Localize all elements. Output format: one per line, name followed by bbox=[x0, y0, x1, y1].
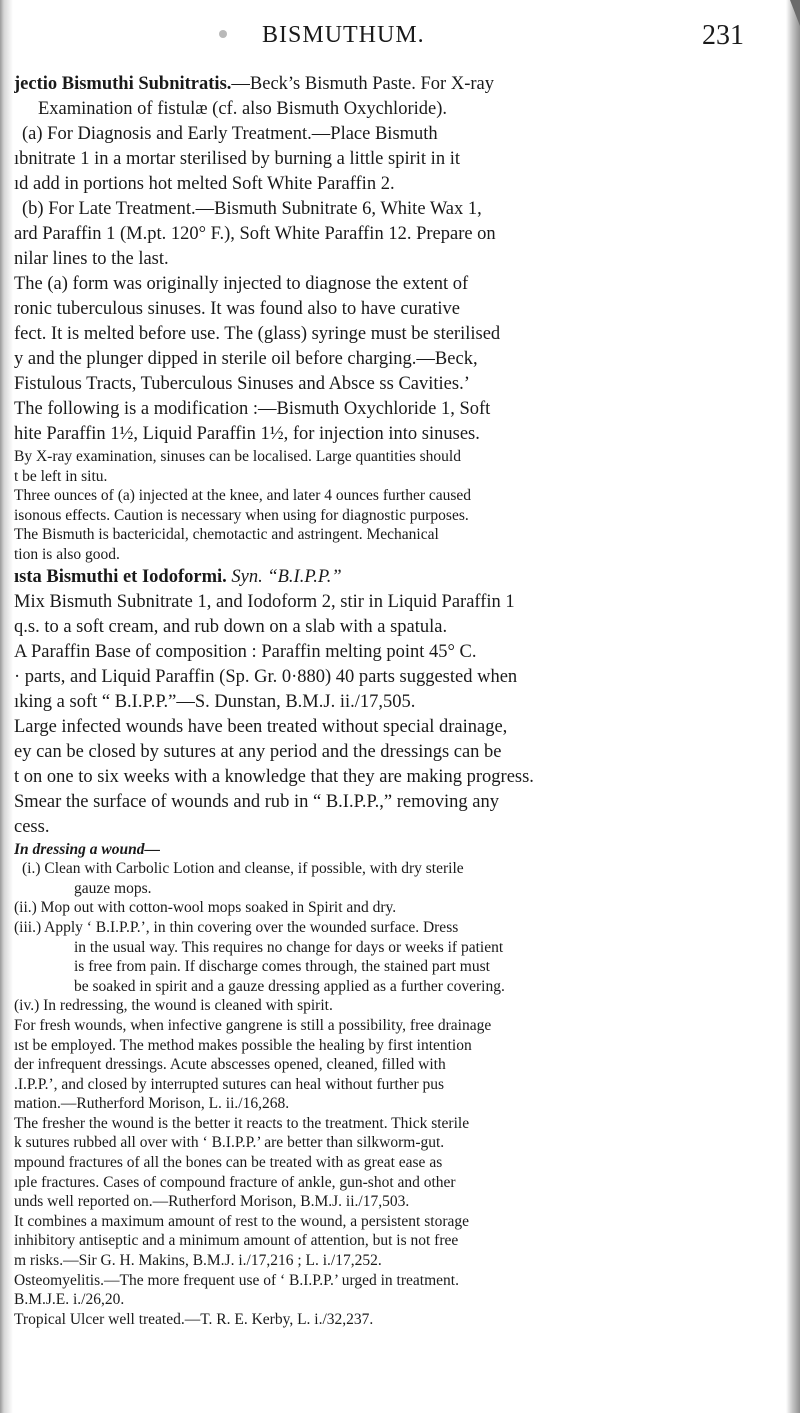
note-line: m risks.—Sir G. H. Makins, B.M.J. i./17,216 ; L. i./17,252. bbox=[14, 1252, 382, 1270]
page-binding-shadow bbox=[0, 0, 14, 1413]
note-line: in the usual way. This requires no change for days or weeks if patient bbox=[74, 938, 504, 956]
note-line: unds well reported on.—Rutherford Morison, B.M.J. ii./17,503. bbox=[14, 1193, 410, 1211]
note-line: k sutures rubbed all over with ‘ B.I.P.P.’ are better than silkworm-gut. bbox=[14, 1134, 445, 1152]
text-line: t on one to six weeks with a knowledge that they are making progress. bbox=[14, 766, 534, 787]
note-line: By X-ray examination, sinuses can be localised. Large quantities should bbox=[14, 448, 461, 465]
text-line: (b) For Late Treatment.—Bismuth Subnitrate 6, White Wax 1, bbox=[22, 199, 482, 219]
note-line: isonous effects. Caution is necessary when using for diagnostic purposes. bbox=[14, 506, 469, 524]
note-line: The fresher the wound is the better it reacts to the treatment. Thick sterile bbox=[14, 1114, 470, 1132]
text-line: Large infected wounds have been treated without special drainage, bbox=[14, 716, 508, 737]
text-line: The following is a modification :—Bismuth Oxychloride 1, Soft bbox=[14, 399, 491, 419]
text-line: y and the plunger dipped in sterile oil before charging.—Beck, bbox=[14, 349, 478, 369]
note-line: Three ounces of (a) injected at the knee, and later 4 ounces further caused bbox=[14, 487, 472, 505]
text-line: The (a) form was originally injected to diagnose the extent of bbox=[14, 274, 469, 294]
text-line: fect. It is melted before use. The (glass) syringe must be sterilised bbox=[14, 324, 501, 344]
text-line: ey can be closed by sutures at any period and the dressings can be bbox=[14, 741, 502, 762]
text-line: hite Paraffin 1½, Liquid Paraffin 1½, for injection into sinuses. bbox=[14, 424, 480, 444]
text-line: Smear the surface of wounds and rub in “ B.I.P.P.,” removing any bbox=[14, 791, 500, 812]
entry-heading: ısta Bismuthi et Iodoformi. bbox=[14, 566, 227, 587]
note-line: be soaked in spirit and a gauze dressing applied as a further covering. bbox=[74, 977, 505, 995]
text-line bbox=[14, 72, 774, 97]
entry-heading: jectio Bismuthi Subnitratis. bbox=[14, 74, 232, 94]
text-line: A Paraffin Base of composition : Paraffin melting point 45° C. bbox=[14, 641, 477, 662]
text-line: ıd add in portions hot melted Soft White Paraffin 2. bbox=[14, 174, 395, 194]
text-line: ıking a soft “ B.I.P.P.”—S. Dunstan, B.M.J. ii./17,505. bbox=[14, 691, 416, 712]
text-line: Mix Bismuth Subnitrate 1, and Iodoform 2, stir in Liquid Paraffin 1 bbox=[14, 591, 515, 612]
page-number: 231 bbox=[702, 20, 744, 51]
note-line: t be left in situ. bbox=[14, 467, 108, 485]
note-line: der infrequent dressings. Acute abscesses opened, cleaned, filled with bbox=[14, 1056, 446, 1074]
text-line bbox=[14, 565, 774, 590]
note-line: Tropical Ulcer well treated.—T. R. E. Kerby, L. i./32,237. bbox=[14, 1310, 374, 1328]
text-line: ard Paraffin 1 (M.pt. 120° F.), Soft White Paraffin 12. Prepare on bbox=[14, 224, 496, 244]
note-line: B.M.J.E. i./26,20. bbox=[14, 1291, 125, 1309]
subheading: In dressing a wound— bbox=[14, 840, 161, 858]
page-edge-shadow bbox=[786, 0, 800, 1413]
text-line: nilar lines to the last. bbox=[14, 249, 169, 269]
note-line: inhibitory antiseptic and a minimum amount of attention, but is not free bbox=[14, 1232, 459, 1250]
text-run: Syn. “B.I.P.P.” bbox=[226, 566, 342, 587]
text-run: —Beck’s Bismuth Paste. For X-ray bbox=[231, 74, 494, 94]
note-line: tion is also good. bbox=[14, 545, 120, 563]
note-line: (ii.) Mop out with cotton-wool mops soaked in Spirit and dry. bbox=[14, 899, 397, 917]
note-line: (i.) Clean with Carbolic Lotion and cleanse, if possible, with dry sterile bbox=[22, 860, 464, 878]
page-header bbox=[0, 14, 800, 58]
note-line: gauze mops. bbox=[74, 879, 152, 897]
note-line: ıple fractures. Cases of compound fracture of ankle, gun-shot and other bbox=[14, 1173, 456, 1191]
note-line: For fresh wounds, when infective gangrene is still a possibility, free drainage bbox=[14, 1016, 492, 1034]
text-line: Fistulous Tracts, Tuberculous Sinuses and Absce ss Cavities.’ bbox=[14, 374, 470, 394]
text-line: cess. bbox=[14, 816, 50, 837]
note-line: is free from pain. If discharge comes through, the stained part must bbox=[74, 958, 490, 976]
text-line: ıbnitrate 1 in a mortar sterilised by burning a little spirit in it bbox=[14, 149, 460, 169]
note-line: It combines a maximum amount of rest to the wound, a persistent storage bbox=[14, 1212, 469, 1230]
note-line: (iii.) Apply ‘ B.I.P.P.’, in thin covering over the wounded surface. Dress bbox=[14, 918, 459, 936]
text-line: Examination of fistulæ (cf. also Bismuth Oxychloride). bbox=[38, 99, 447, 119]
note-line: Osteomyelitis.—The more frequent use of ‘ B.I.P.P.’ urged in treatment. bbox=[14, 1271, 459, 1289]
note-line: mation.—Rutherford Morison, L. ii./16,268. bbox=[14, 1095, 290, 1113]
note-line: ıst be employed. The method makes possible the healing by first intention bbox=[14, 1036, 472, 1054]
note-line: The Bismuth is bactericidal, chemotactic and astringent. Mechanical bbox=[14, 526, 439, 544]
text-line: q.s. to a soft cream, and rub down on a slab with a spatula. bbox=[14, 616, 448, 637]
running-title: BISMUTHUM. bbox=[262, 22, 425, 48]
text-line: · parts, and Liquid Paraffin (Sp. Gr. 0·880) 40 parts suggested when bbox=[14, 666, 518, 687]
ink-spot-mark bbox=[219, 30, 227, 38]
text-line: (a) For Diagnosis and Early Treatment.—Place Bismuth bbox=[22, 124, 438, 144]
note-line: .I.P.P.’, and closed by interrupted sutures can heal without further pus bbox=[14, 1075, 445, 1093]
note-line: mpound fractures of all the bones can be treated with as great ease as bbox=[14, 1154, 443, 1172]
note-line: (iv.) In redressing, the wound is cleaned with spirit. bbox=[14, 997, 333, 1015]
page-body bbox=[14, 72, 774, 1329]
text-line: ronic tuberculous sinuses. It was found also to have curative bbox=[14, 299, 460, 319]
